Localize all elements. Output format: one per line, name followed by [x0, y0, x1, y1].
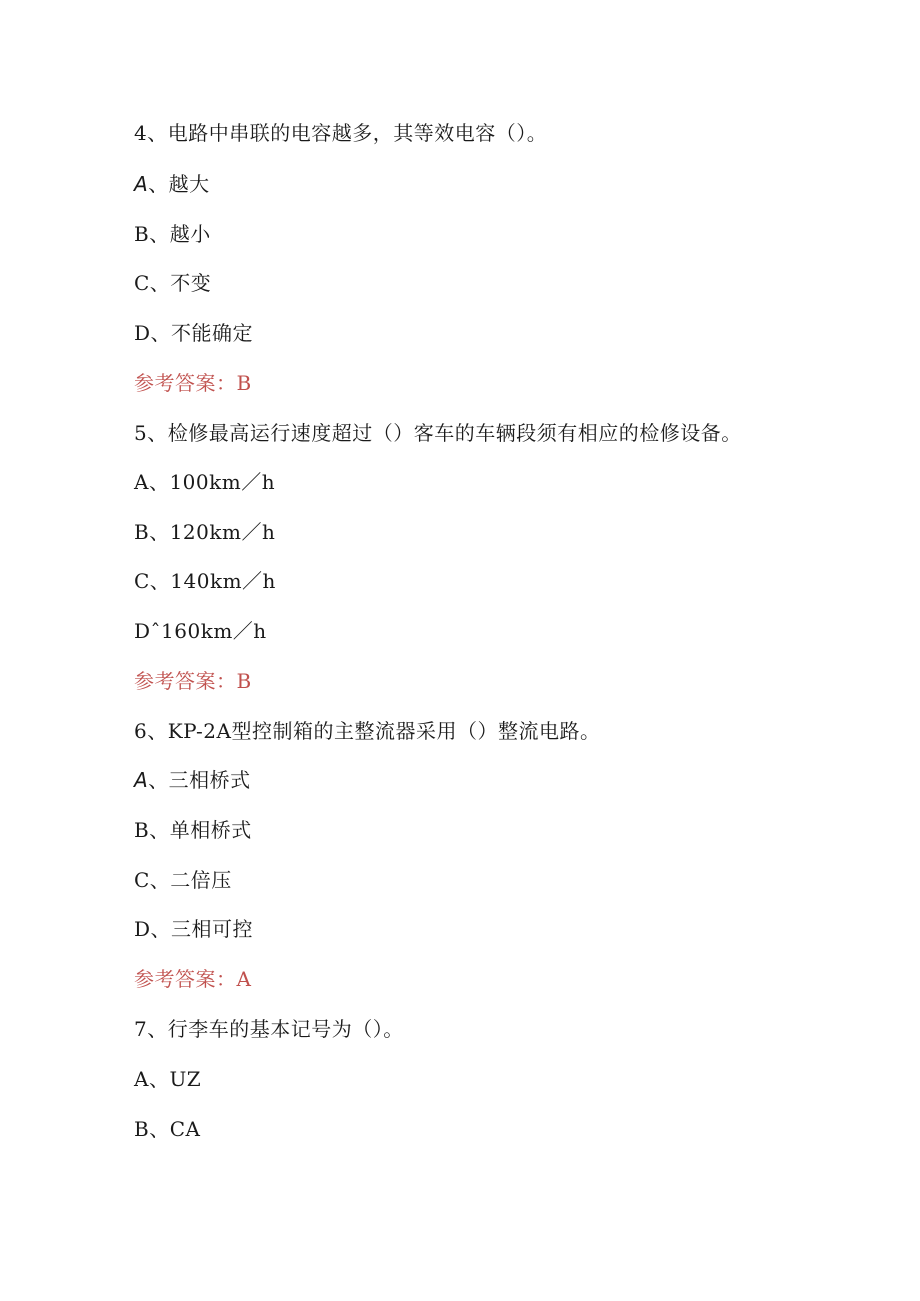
- reference-answer: 参考答案：A: [134, 967, 252, 991]
- option-b: B、越小: [134, 222, 211, 246]
- question-stem: 5、检修最高运行速度超过（）客车的车辆段须有相应的检修设备。: [134, 421, 742, 445]
- option-d: D、不能确定: [134, 321, 254, 345]
- option-a: A、100km／h: [134, 470, 276, 494]
- option-c: C、140km／h: [134, 569, 276, 593]
- option-b: B、CA: [134, 1117, 201, 1141]
- question-stem: 7、行李车的基本记号为（）。: [134, 1017, 404, 1041]
- option-d: D、三相可控: [134, 917, 254, 941]
- option-a: A、三相桥式: [134, 768, 251, 792]
- option-b: B、单相桥式: [134, 818, 252, 842]
- option-a: A、越大: [134, 172, 210, 196]
- question-stem: 4、电路中串联的电容越多，其等效电容（）。: [134, 121, 548, 145]
- option-b: B、120km／h: [134, 520, 276, 544]
- reference-answer: 参考答案：B: [134, 371, 252, 395]
- option-c: C、不变: [134, 271, 212, 295]
- option-c: C、二倍压: [134, 868, 232, 892]
- reference-answer: 参考答案：B: [134, 669, 252, 693]
- question-stem: 6、KP-2A型控制箱的主整流器采用（）整流电路。: [134, 719, 601, 743]
- option-d: Dˆ160km／h: [134, 619, 267, 643]
- option-a: A、UZ: [134, 1067, 202, 1091]
